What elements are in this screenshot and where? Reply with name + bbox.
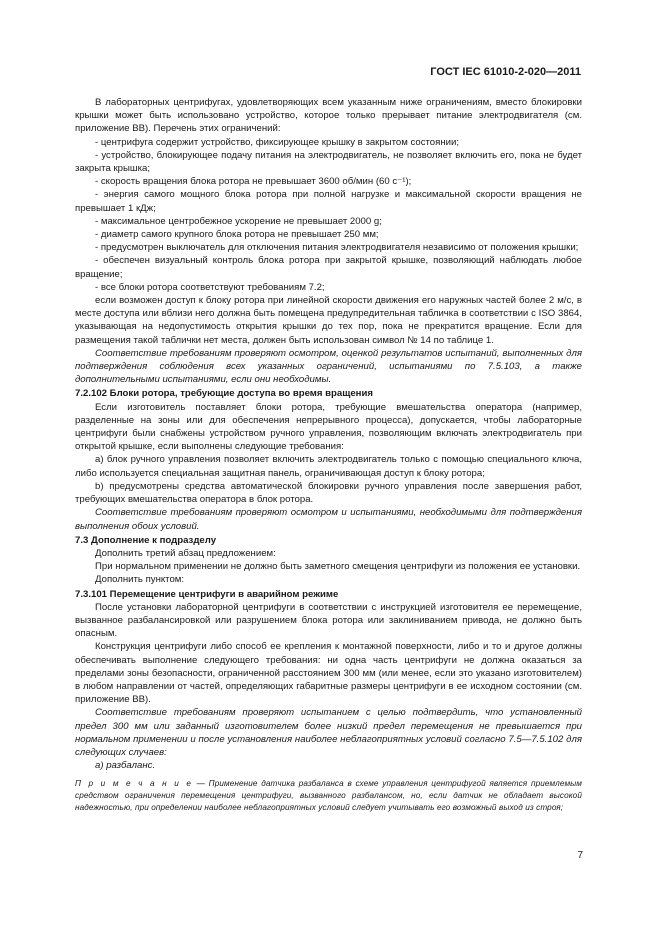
section-heading-7-3: 7.3 Дополнение к подразделу — [75, 534, 217, 546]
paragraph: В лабораторных центрифугах, удовлетворяющих всем указанным ниже ограничениям, вместо блокировки крышки может быть использовано устройство, которое только прерывает питание электродвигателя (см. приложение BB). Перечень этих ограничений: — [75, 97, 582, 135]
paragraph: При нормальном применении не должно быть заметного смещения центрифуги из положения ее установки. — [95, 561, 581, 573]
list-item: - устройство, блокирующее подачу питания на электродвигатель, не позволяет включить его, пока не будет закрыта крышка; — [75, 149, 582, 175]
note-text: — Применение датчика разбаланса в схеме управления центрифугой является приемлемым средством ограничения перемещения центрифуги, вызванного разбалансом, но, если датчик не обладает высокой надежностью, при определении наиболее неблагоприятных условий следует учитывать его возможный выход из строя; — [75, 779, 582, 813]
paragraph: После установки лабораторной центрифуги в соответствии с инструкцией изготовителя ее перемещение, вызванное разбалансировкой или разрушением блока ротора или заклиниванием привода, не должно быть опасным. — [75, 601, 582, 640]
page-number: 7 — [577, 850, 583, 861]
list-item: - обеспечен визуальный контроль блока ротора при закрытой крышке, позволяющий наблюдать любое вращение; — [75, 255, 582, 280]
section-heading-7-3-101: 7.3.101 Перемещение центрифуги в аварийном режиме — [75, 588, 339, 600]
note-paragraph — [75, 778, 582, 814]
list-item: b) предусмотрены средства автоматической блокировки ручного управления после завершения работ, требующих вмешательства оператора в блок ротора. — [75, 480, 582, 506]
paragraph: Дополнить третий абзац предложением: — [95, 547, 276, 559]
list-item: - энергия самого мощного блока ротора при полной нагрузке и максимальной скорости вращения не превышает 1 кДж; — [75, 189, 582, 214]
list-item: - предусмотрен выключатель для отключения питания электродвигателя независимо от положения крышки; — [95, 242, 579, 254]
section-heading-7-2-102: 7.2.102 Блоки ротора, требующие доступа во время вращения — [75, 388, 373, 400]
list-item: а) блок ручного управления позволяет включить электродвигатель только с помощью специального ключа, либо используется специальная защитная панель, ограничивающая доступ к блоку ротора; — [75, 454, 582, 479]
paragraph: если возможен доступ к блоку ротора при линейной скорости движения его наружных частей более 2 м/с, в месте доступа или вблизи него должна быть помещена предупредительная табличка в соответствии с ISO 3864, указывающая на недопустимость открытия крышки до тех пор, пока не прекратится вращение. Если для размещения такой таблички нет места, должен быть использован символ № 14 по таблице 1. — [75, 295, 582, 346]
compliance-paragraph: Соответствие требованиям проверяют осмотром и испытаниями, необходимыми для подтверждения выполнения обоих условий. — [75, 507, 582, 532]
compliance-paragraph: Соответствие требованиям проверяют испытанием с целью подтвердить, что установленный предел 300 мм или заданный изготовителем более низкий предел перемещения не превышается при нормальном применении и после установления наиболее неблагоприятных условий согласно 7.5—7.5.102 для следующих случаев: — [75, 707, 582, 758]
document-body — [75, 96, 582, 814]
standard-code-header: ГОСТ IEC 61010-2-020—2011 — [430, 66, 581, 78]
note-label: П р и м е ч а н и е — [75, 779, 193, 789]
list-item: - диаметр самого крупного блока ротора не превышает 250 мм; — [95, 229, 379, 241]
compliance-paragraph: Соответствие требованиям проверяют осмотром, оценкой результатов испытаний, выполненных для подтверждения соблюдения всех указанных ограничений, испытаниями по 7.5.103, а также дополнительными испытаниями, если они необходимы. — [75, 347, 582, 386]
paragraph: Дополнить пунктом: — [95, 574, 185, 586]
paragraph: Конструкция центрифуги либо способ ее крепления к монтажной поверхности, либо и то и другое должны обеспечивать выполнение следующего требования: ни одна часть центрифуги не должна оказаться за пределами зоны безопасности, ограниченной расстоянием 300 мм (или менее, если это указано изготовителем) в любом направлении от частей, определяющих габаритные размеры центрифуги в ее исходном состоянии (см. приложение BB). — [75, 641, 582, 706]
list-item: - максимальное центробежное ускорение не превышает 2000 g; — [95, 215, 382, 227]
paragraph: Если изготовитель поставляет блоки ротора, требующие вмешательства оператора (например, разделенные на зоны или для обеспечения непрерывного процесса), допускается, чтобы лабораторные центрифуги были снабжены устройством ручного управления, позволяющим включать электродвигатель при открытой крышке, если выполнены следующие требования: — [75, 401, 582, 453]
list-item: - все блоки ротора соответствуют требованиям 7.2; — [95, 281, 325, 293]
list-item: - центрифуга содержит устройство, фиксирующее крышку в закрытом состоянии; — [95, 136, 460, 148]
list-item: а) разбаланс. — [95, 760, 156, 772]
list-item: - скорость вращения блока ротора не превышает 3600 об/мин (60 с⁻¹); — [95, 176, 412, 188]
